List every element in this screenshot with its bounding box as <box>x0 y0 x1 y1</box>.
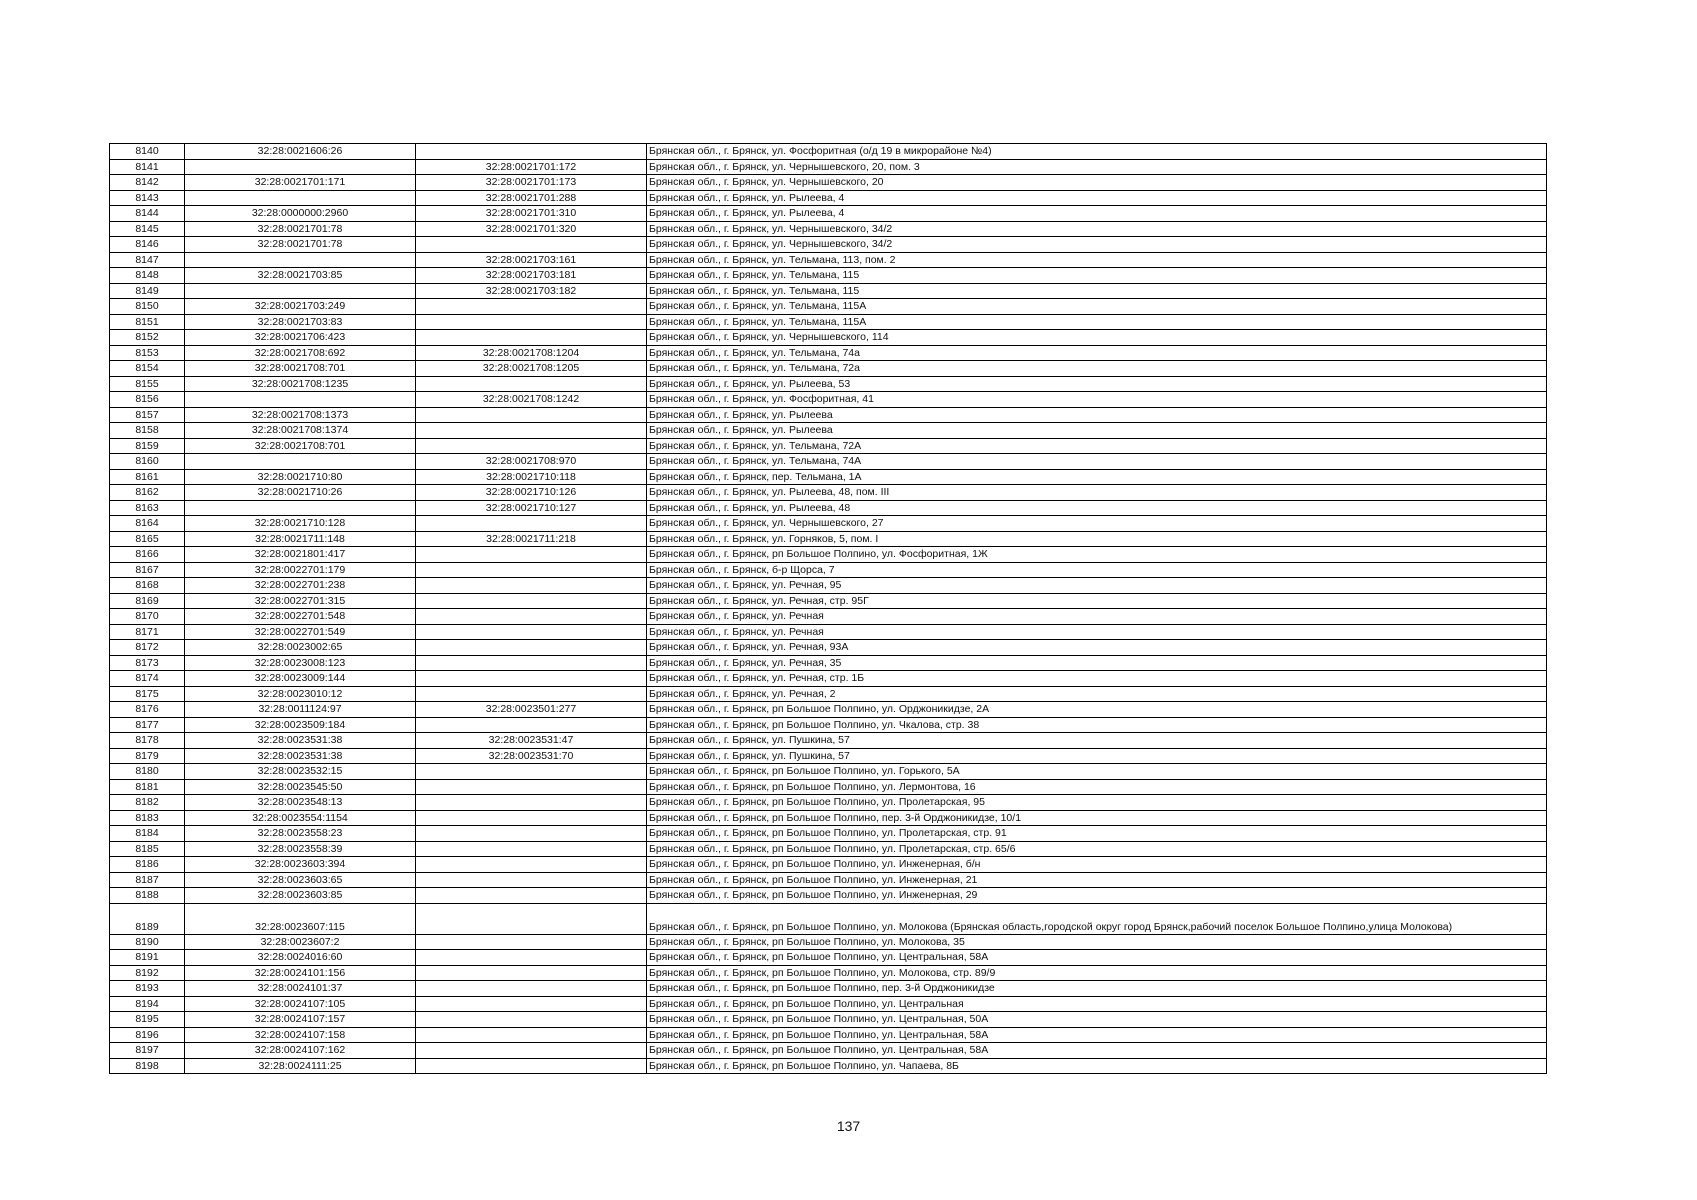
cadastral-number-cell: 32:28:0023532:15 <box>185 764 416 780</box>
row-number-cell: 8153 <box>110 345 185 361</box>
address-cell: Брянская обл., г. Брянск, ул. Тельмана, 113, пом. 2 <box>647 252 1547 268</box>
cadastral-number-cell <box>185 283 416 299</box>
row-number-cell: 8189 <box>110 903 185 934</box>
table-row <box>110 748 1547 764</box>
cadastral-number-cell: 32:28:0021706:423 <box>185 330 416 346</box>
row-number-cell: 8158 <box>110 423 185 439</box>
cadastral-number-cell: 32:28:0022701:549 <box>185 624 416 640</box>
table-row <box>110 330 1547 346</box>
row-number-cell: 8143 <box>110 190 185 206</box>
address-cell: Брянская обл., г. Брянск, ул. Пушкина, 57 <box>647 733 1547 749</box>
address-cell: Брянская обл., г. Брянск, ул. Пушкина, 57 <box>647 748 1547 764</box>
address-cell: Брянская обл., г. Брянск, рп Большое Полпино, ул. Фосфоритная, 1Ж <box>647 547 1547 563</box>
row-number-cell: 8144 <box>110 206 185 222</box>
table-row <box>110 252 1547 268</box>
row-number-cell: 8167 <box>110 562 185 578</box>
row-number-cell: 8140 <box>110 144 185 160</box>
cadastral-number-cell: 32:28:0021708:692 <box>185 345 416 361</box>
related-cadastral-number-cell <box>416 872 647 888</box>
address-cell: Брянская обл., г. Брянск, рп Большое Полпино, ул. Молокова, 35 <box>647 934 1547 950</box>
table-row <box>110 562 1547 578</box>
registry-table <box>109 143 1547 1074</box>
cadastral-number-cell: 32:28:0021703:249 <box>185 299 416 315</box>
table-row <box>110 934 1547 950</box>
address-cell: Брянская обл., г. Брянск, ул. Речная, 95 <box>647 578 1547 594</box>
related-cadastral-number-cell <box>416 237 647 253</box>
related-cadastral-number-cell <box>416 686 647 702</box>
cadastral-number-cell: 32:28:0021710:80 <box>185 469 416 485</box>
related-cadastral-number-cell <box>416 547 647 563</box>
table-row <box>110 640 1547 656</box>
row-number-cell: 8195 <box>110 1012 185 1028</box>
row-number-cell: 8150 <box>110 299 185 315</box>
related-cadastral-number-cell: 32:28:0023501:277 <box>416 702 647 718</box>
cadastral-number-cell: 32:28:0023603:85 <box>185 888 416 904</box>
row-number-cell: 8194 <box>110 996 185 1012</box>
address-cell: Брянская обл., г. Брянск, ул. Чернышевского, 34/2 <box>647 221 1547 237</box>
table-row <box>110 299 1547 315</box>
table-row <box>110 795 1547 811</box>
cadastral-number-cell: 32:28:0023010:12 <box>185 686 416 702</box>
table-row <box>110 609 1547 625</box>
related-cadastral-number-cell <box>416 438 647 454</box>
table-row <box>110 407 1547 423</box>
address-cell: Брянская обл., г. Брянск, ул. Чернышевского, 20, пом. 3 <box>647 159 1547 175</box>
cadastral-number-cell <box>185 454 416 470</box>
address-cell: Брянская обл., г. Брянск, ул. Горняков, 5, пом. I <box>647 531 1547 547</box>
table-row <box>110 841 1547 857</box>
address-cell: Брянская обл., г. Брянск, ул. Тельмана, 115А <box>647 314 1547 330</box>
row-number-cell: 8148 <box>110 268 185 284</box>
related-cadastral-number-cell: 32:28:0021710:126 <box>416 485 647 501</box>
related-cadastral-number-cell <box>416 423 647 439</box>
related-cadastral-number-cell <box>416 671 647 687</box>
address-cell: Брянская обл., г. Брянск, рп Большое Полпино, ул. Инженерная, 21 <box>647 872 1547 888</box>
address-cell: Брянская обл., г. Брянск, ул. Чернышевского, 114 <box>647 330 1547 346</box>
address-cell: Брянская обл., г. Брянск, рп Большое Полпино, ул. Молокова, стр. 89/9 <box>647 965 1547 981</box>
row-number-cell: 8154 <box>110 361 185 377</box>
table-row <box>110 438 1547 454</box>
cadastral-number-cell: 32:28:0023558:39 <box>185 841 416 857</box>
row-number-cell: 8197 <box>110 1043 185 1059</box>
related-cadastral-number-cell <box>416 996 647 1012</box>
address-cell: Брянская обл., г. Брянск, ул. Тельмана, 74А <box>647 454 1547 470</box>
cadastral-number-cell: 32:28:0023002:65 <box>185 640 416 656</box>
row-number-cell: 8142 <box>110 175 185 191</box>
address-cell: Брянская обл., г. Брянск, рп Большое Полпино, ул. Пролетарская, стр. 65/6 <box>647 841 1547 857</box>
row-number-cell: 8164 <box>110 516 185 532</box>
address-cell: Брянская обл., г. Брянск, ул. Тельмана, 72А <box>647 438 1547 454</box>
table-row <box>110 624 1547 640</box>
address-cell: Брянская обл., г. Брянск, ул. Рылеева, 4 <box>647 206 1547 222</box>
address-cell: Брянская обл., г. Брянск, ул. Тельмана, 115 <box>647 283 1547 299</box>
address-cell: Брянская обл., г. Брянск, ул. Рылеева, 53 <box>647 376 1547 392</box>
related-cadastral-number-cell <box>416 562 647 578</box>
related-cadastral-number-cell <box>416 981 647 997</box>
table-row <box>110 702 1547 718</box>
address-cell: Брянская обл., г. Брянск, ул. Речная <box>647 609 1547 625</box>
address-cell: Брянская обл., г. Брянск, рп Большое Полпино, пер. 3-й Орджоникидзе, 10/1 <box>647 810 1547 826</box>
table-row <box>110 376 1547 392</box>
row-number-cell: 8176 <box>110 702 185 718</box>
table-row <box>110 950 1547 966</box>
table-row <box>110 981 1547 997</box>
cadastral-number-cell: 32:28:0023008:123 <box>185 655 416 671</box>
related-cadastral-number-cell <box>416 376 647 392</box>
address-cell: Брянская обл., г. Брянск, ул. Речная, стр. 95Г <box>647 593 1547 609</box>
address-cell: Брянская обл., г. Брянск, ул. Тельмана, 115А <box>647 299 1547 315</box>
row-number-cell: 8196 <box>110 1027 185 1043</box>
cadastral-number-cell: 32:28:0021701:171 <box>185 175 416 191</box>
cadastral-number-cell: 32:28:0023554:1154 <box>185 810 416 826</box>
row-number-cell: 8165 <box>110 531 185 547</box>
registry-table-body <box>110 144 1547 1074</box>
related-cadastral-number-cell: 32:28:0021708:970 <box>416 454 647 470</box>
table-row <box>110 469 1547 485</box>
related-cadastral-number-cell <box>416 578 647 594</box>
table-row <box>110 1058 1547 1074</box>
address-cell: Брянская обл., г. Брянск, рп Большое Полпино, ул. Центральная, 50А <box>647 1012 1547 1028</box>
row-number-cell: 8181 <box>110 779 185 795</box>
address-cell: Брянская обл., г. Брянск, рп Большое Полпино, пер. 3-й Орджоникидзе <box>647 981 1547 997</box>
table-row <box>110 671 1547 687</box>
cadastral-number-cell: 32:28:0021708:701 <box>185 438 416 454</box>
table-row <box>110 392 1547 408</box>
related-cadastral-number-cell: 32:28:0021711:218 <box>416 531 647 547</box>
address-cell: Брянская обл., г. Брянск, ул. Рылеева <box>647 407 1547 423</box>
related-cadastral-number-cell: 32:28:0021710:127 <box>416 500 647 516</box>
related-cadastral-number-cell <box>416 841 647 857</box>
cadastral-number-cell: 32:28:0022701:315 <box>185 593 416 609</box>
related-cadastral-number-cell: 32:28:0021701:320 <box>416 221 647 237</box>
row-number-cell: 8147 <box>110 252 185 268</box>
address-cell: Брянская обл., г. Брянск, ул. Тельмана, 74а <box>647 345 1547 361</box>
address-cell: Брянская обл., г. Брянск, ул. Фосфоритная, 41 <box>647 392 1547 408</box>
cadastral-number-cell: 32:28:0023607:115 <box>185 903 416 934</box>
page-number: 137 <box>836 1118 861 1134</box>
row-number-cell: 8186 <box>110 857 185 873</box>
row-number-cell: 8198 <box>110 1058 185 1074</box>
related-cadastral-number-cell <box>416 593 647 609</box>
table-row <box>110 764 1547 780</box>
cadastral-number-cell: 32:28:0021711:148 <box>185 531 416 547</box>
cadastral-number-cell: 32:28:0024016:60 <box>185 950 416 966</box>
cadastral-number-cell <box>185 392 416 408</box>
cadastral-number-cell: 32:28:0022701:179 <box>185 562 416 578</box>
table-row <box>110 531 1547 547</box>
table-row <box>110 144 1547 160</box>
address-cell: Брянская обл., г. Брянск, ул. Речная, 35 <box>647 655 1547 671</box>
row-number-cell: 8151 <box>110 314 185 330</box>
table-row <box>110 283 1547 299</box>
table-row <box>110 686 1547 702</box>
row-number-cell: 8170 <box>110 609 185 625</box>
address-cell: Брянская обл., г. Брянск, ул. Речная <box>647 624 1547 640</box>
related-cadastral-number-cell <box>416 516 647 532</box>
cadastral-number-cell: 32:28:0021703:83 <box>185 314 416 330</box>
address-cell: Брянская обл., г. Брянск, рп Большое Полпино, ул. Горького, 5А <box>647 764 1547 780</box>
row-number-cell: 8188 <box>110 888 185 904</box>
related-cadastral-number-cell <box>416 407 647 423</box>
row-number-cell: 8193 <box>110 981 185 997</box>
related-cadastral-number-cell: 32:28:0021708:1242 <box>416 392 647 408</box>
row-number-cell: 8172 <box>110 640 185 656</box>
related-cadastral-number-cell: 32:28:0021703:182 <box>416 283 647 299</box>
table-row <box>110 655 1547 671</box>
related-cadastral-number-cell: 32:28:0021701:288 <box>416 190 647 206</box>
table-row <box>110 826 1547 842</box>
related-cadastral-number-cell <box>416 795 647 811</box>
related-cadastral-number-cell: 32:28:0021703:161 <box>416 252 647 268</box>
address-cell: Брянская обл., г. Брянск, ул. Речная, стр. 1Б <box>647 671 1547 687</box>
related-cadastral-number-cell: 32:28:0023531:47 <box>416 733 647 749</box>
cadastral-number-cell: 32:28:0011124:97 <box>185 702 416 718</box>
cadastral-number-cell: 32:28:0024107:158 <box>185 1027 416 1043</box>
address-cell: Брянская обл., г. Брянск, ул. Рылеева, 48 <box>647 500 1547 516</box>
table-row <box>110 857 1547 873</box>
row-number-cell: 8179 <box>110 748 185 764</box>
row-number-cell: 8173 <box>110 655 185 671</box>
cadastral-number-cell <box>185 252 416 268</box>
row-number-cell: 8156 <box>110 392 185 408</box>
table-row <box>110 175 1547 191</box>
related-cadastral-number-cell <box>416 1027 647 1043</box>
table-row <box>110 965 1547 981</box>
row-number-cell: 8157 <box>110 407 185 423</box>
table-row <box>110 361 1547 377</box>
row-number-cell: 8192 <box>110 965 185 981</box>
related-cadastral-number-cell: 32:28:0021710:118 <box>416 469 647 485</box>
table-row <box>110 190 1547 206</box>
related-cadastral-number-cell: 32:28:0023531:70 <box>416 748 647 764</box>
cadastral-number-cell: 32:28:0021701:78 <box>185 237 416 253</box>
address-cell: Брянская обл., г. Брянск, рп Большое Полпино, ул. Чапаева, 8Б <box>647 1058 1547 1074</box>
table-row <box>110 268 1547 284</box>
table-row <box>110 206 1547 222</box>
row-number-cell: 8149 <box>110 283 185 299</box>
row-number-cell: 8187 <box>110 872 185 888</box>
row-number-cell: 8177 <box>110 717 185 733</box>
table-row <box>110 516 1547 532</box>
table-row <box>110 159 1547 175</box>
related-cadastral-number-cell <box>416 624 647 640</box>
cadastral-number-cell: 32:28:0021708:1374 <box>185 423 416 439</box>
related-cadastral-number-cell <box>416 330 647 346</box>
cadastral-number-cell: 32:28:0023603:65 <box>185 872 416 888</box>
table-row <box>110 237 1547 253</box>
related-cadastral-number-cell <box>416 965 647 981</box>
related-cadastral-number-cell: 32:28:0021701:172 <box>416 159 647 175</box>
address-cell: Брянская обл., г. Брянск, пер. Тельмана, 1А <box>647 469 1547 485</box>
related-cadastral-number-cell <box>416 655 647 671</box>
address-cell: Брянская обл., г. Брянск, рп Большое Полпино, ул. Лермонтова, 16 <box>647 779 1547 795</box>
address-cell: Брянская обл., г. Брянск, ул. Фосфоритная (о/д 19 в микрорайоне №4) <box>647 144 1547 160</box>
table-row <box>110 733 1547 749</box>
table-row <box>110 717 1547 733</box>
address-cell: Брянская обл., г. Брянск, рп Большое Полпино, ул. Центральная, 58А <box>647 1027 1547 1043</box>
cadastral-number-cell: 32:28:0023607:2 <box>185 934 416 950</box>
table-row <box>110 221 1547 237</box>
row-number-cell: 8146 <box>110 237 185 253</box>
table-row <box>110 1027 1547 1043</box>
related-cadastral-number-cell <box>416 717 647 733</box>
row-number-cell: 8152 <box>110 330 185 346</box>
address-cell: Брянская обл., г. Брянск, рп Большое Полпино, ул. Инженерная, б/н <box>647 857 1547 873</box>
address-cell: Брянская обл., г. Брянск, ул. Чернышевского, 34/2 <box>647 237 1547 253</box>
table-row <box>110 454 1547 470</box>
cadastral-number-cell: 32:28:0021801:417 <box>185 547 416 563</box>
address-cell: Брянская обл., г. Брянск, ул. Речная, 2 <box>647 686 1547 702</box>
cadastral-number-cell: 32:28:0023531:38 <box>185 733 416 749</box>
cadastral-number-cell <box>185 190 416 206</box>
address-cell: Брянская обл., г. Брянск, рп Большое Полпино, ул. Центральная, 58А <box>647 950 1547 966</box>
table-row <box>110 500 1547 516</box>
row-number-cell: 8185 <box>110 841 185 857</box>
cadastral-number-cell: 32:28:0023545:50 <box>185 779 416 795</box>
related-cadastral-number-cell <box>416 888 647 904</box>
address-cell: Брянская обл., г. Брянск, б-р Щорса, 7 <box>647 562 1547 578</box>
row-number-cell: 8155 <box>110 376 185 392</box>
related-cadastral-number-cell <box>416 810 647 826</box>
address-cell: Брянская обл., г. Брянск, рп Большое Полпино, ул. Пролетарская, стр. 91 <box>647 826 1547 842</box>
address-cell: Брянская обл., г. Брянск, рп Большое Полпино, ул. Инженерная, 29 <box>647 888 1547 904</box>
row-number-cell: 8171 <box>110 624 185 640</box>
row-number-cell: 8168 <box>110 578 185 594</box>
address-cell: Брянская обл., г. Брянск, рп Большое Полпино, ул. Орджоникидзе, 2А <box>647 702 1547 718</box>
cadastral-number-cell: 32:28:0024101:37 <box>185 981 416 997</box>
cadastral-number-cell: 32:28:0024107:157 <box>185 1012 416 1028</box>
related-cadastral-number-cell <box>416 144 647 160</box>
related-cadastral-number-cell <box>416 903 647 934</box>
cadastral-number-cell: 32:28:0023509:184 <box>185 717 416 733</box>
cadastral-number-cell: 32:28:0022701:548 <box>185 609 416 625</box>
table-row <box>110 314 1547 330</box>
row-number-cell: 8191 <box>110 950 185 966</box>
address-cell: Брянская обл., г. Брянск, ул. Речная, 93А <box>647 640 1547 656</box>
address-cell: Брянская обл., г. Брянск, ул. Чернышевского, 20 <box>647 175 1547 191</box>
row-number-cell: 8163 <box>110 500 185 516</box>
table-row <box>110 547 1547 563</box>
table-row <box>110 888 1547 904</box>
row-number-cell: 8159 <box>110 438 185 454</box>
row-number-cell: 8180 <box>110 764 185 780</box>
table-row <box>110 423 1547 439</box>
cadastral-number-cell: 32:28:0023558:23 <box>185 826 416 842</box>
cadastral-number-cell: 32:28:0023531:38 <box>185 748 416 764</box>
cadastral-number-cell: 32:28:0021708:1235 <box>185 376 416 392</box>
row-number-cell: 8183 <box>110 810 185 826</box>
related-cadastral-number-cell: 32:28:0021708:1204 <box>416 345 647 361</box>
cadastral-number-cell: 32:28:0021701:78 <box>185 221 416 237</box>
cadastral-number-cell: 32:28:0023548:13 <box>185 795 416 811</box>
related-cadastral-number-cell <box>416 950 647 966</box>
cadastral-number-cell: 32:28:0021708:701 <box>185 361 416 377</box>
address-cell: Брянская обл., г. Брянск, рп Большое Полпино, ул. Молокова (Брянская область,городской округ город Брянск,рабочий поселок Большое Полпино,улица Молокова) <box>647 903 1547 934</box>
related-cadastral-number-cell <box>416 1043 647 1059</box>
address-cell: Брянская обл., г. Брянск, рп Большое Полпино, ул. Пролетарская, 95 <box>647 795 1547 811</box>
row-number-cell: 8169 <box>110 593 185 609</box>
table-row <box>110 1043 1547 1059</box>
table-row <box>110 593 1547 609</box>
cadastral-number-cell: 32:28:0023603:394 <box>185 857 416 873</box>
row-number-cell: 8190 <box>110 934 185 950</box>
related-cadastral-number-cell <box>416 299 647 315</box>
cadastral-number-cell: 32:28:0021606:26 <box>185 144 416 160</box>
related-cadastral-number-cell <box>416 1012 647 1028</box>
related-cadastral-number-cell: 32:28:0021701:173 <box>416 175 647 191</box>
row-number-cell: 8166 <box>110 547 185 563</box>
cadastral-number-cell <box>185 500 416 516</box>
related-cadastral-number-cell <box>416 609 647 625</box>
address-cell: Брянская обл., г. Брянск, ул. Тельмана, 72а <box>647 361 1547 377</box>
table-row <box>110 578 1547 594</box>
row-number-cell: 8178 <box>110 733 185 749</box>
related-cadastral-number-cell <box>416 779 647 795</box>
row-number-cell: 8145 <box>110 221 185 237</box>
address-cell: Брянская обл., г. Брянск, рп Большое Полпино, ул. Чкалова, стр. 38 <box>647 717 1547 733</box>
related-cadastral-number-cell <box>416 314 647 330</box>
table-row <box>110 810 1547 826</box>
row-number-cell: 8182 <box>110 795 185 811</box>
related-cadastral-number-cell <box>416 826 647 842</box>
row-number-cell: 8162 <box>110 485 185 501</box>
address-cell: Брянская обл., г. Брянск, ул. Чернышевского, 27 <box>647 516 1547 532</box>
table-row <box>110 872 1547 888</box>
address-cell: Брянская обл., г. Брянск, ул. Рылеева, 48, пом. III <box>647 485 1547 501</box>
related-cadastral-number-cell <box>416 857 647 873</box>
cadastral-number-cell: 32:28:0000000:2960 <box>185 206 416 222</box>
table-row <box>110 485 1547 501</box>
cadastral-number-cell: 32:28:0024107:105 <box>185 996 416 1012</box>
cadastral-number-cell: 32:28:0021710:128 <box>185 516 416 532</box>
table-row <box>110 779 1547 795</box>
cadastral-number-cell: 32:28:0023009:144 <box>185 671 416 687</box>
related-cadastral-number-cell <box>416 764 647 780</box>
address-cell: Брянская обл., г. Брянск, рп Большое Полпино, ул. Центральная <box>647 996 1547 1012</box>
row-number-cell: 8184 <box>110 826 185 842</box>
table-row <box>110 345 1547 361</box>
related-cadastral-number-cell: 32:28:0021701:310 <box>416 206 647 222</box>
row-number-cell: 8141 <box>110 159 185 175</box>
cadastral-number-cell: 32:28:0022701:238 <box>185 578 416 594</box>
row-number-cell: 8174 <box>110 671 185 687</box>
table-row <box>110 996 1547 1012</box>
row-number-cell: 8160 <box>110 454 185 470</box>
address-cell: Брянская обл., г. Брянск, ул. Рылеева <box>647 423 1547 439</box>
cadastral-number-cell: 32:28:0024107:162 <box>185 1043 416 1059</box>
related-cadastral-number-cell: 32:28:0021703:181 <box>416 268 647 284</box>
related-cadastral-number-cell <box>416 640 647 656</box>
cadastral-number-cell: 32:28:0024101:156 <box>185 965 416 981</box>
row-number-cell: 8175 <box>110 686 185 702</box>
related-cadastral-number-cell: 32:28:0021708:1205 <box>416 361 647 377</box>
cadastral-number-cell: 32:28:0021703:85 <box>185 268 416 284</box>
cadastral-number-cell <box>185 159 416 175</box>
cadastral-number-cell: 32:28:0021710:26 <box>185 485 416 501</box>
table-row <box>110 903 1547 934</box>
address-cell: Брянская обл., г. Брянск, рп Большое Полпино, ул. Центральная, 58А <box>647 1043 1547 1059</box>
cadastral-number-cell: 32:28:0021708:1373 <box>185 407 416 423</box>
cadastral-number-cell: 32:28:0024111:25 <box>185 1058 416 1074</box>
address-cell: Брянская обл., г. Брянск, ул. Рылеева, 4 <box>647 190 1547 206</box>
related-cadastral-number-cell <box>416 1058 647 1074</box>
related-cadastral-number-cell <box>416 934 647 950</box>
row-number-cell: 8161 <box>110 469 185 485</box>
address-cell: Брянская обл., г. Брянск, ул. Тельмана, 115 <box>647 268 1547 284</box>
table-row <box>110 1012 1547 1028</box>
